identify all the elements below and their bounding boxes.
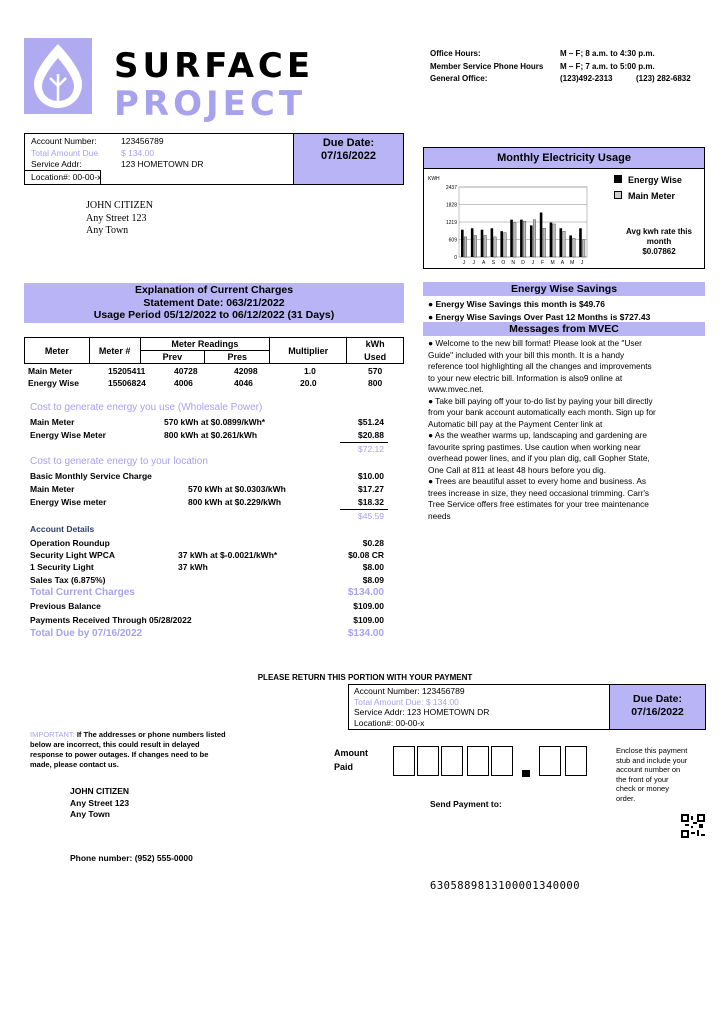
office-info <box>430 48 710 86</box>
meter-row-1-name: Main Meter <box>28 366 73 376</box>
stub-customer-address <box>70 786 129 821</box>
chart-bar-main-meter <box>533 220 536 257</box>
stub-account-number: Account Number: 123456789 <box>354 686 465 696</box>
meter-row-1-pres: 42098 <box>234 366 258 376</box>
stub-due-date-label: Due Date: <box>632 693 682 705</box>
location-row-1-amount: $10.00 <box>358 471 384 481</box>
leaf-drop-icon <box>24 38 92 114</box>
office-hours-value: M – F; 8 a.m. to 4:30 p.m. <box>560 49 655 58</box>
amount-cents-box[interactable] <box>539 746 561 776</box>
chart-xtick: N <box>511 260 515 266</box>
stub-due-date-value: 07/16/2022 <box>631 706 684 718</box>
legend-main-meter: Main Meter <box>628 191 676 201</box>
stub-customer-name: JOHN CITIZEN <box>70 786 130 796</box>
chart-bar-energy-wise <box>550 223 553 257</box>
message-line: favourite spring pastimes. Use caution when working near <box>428 441 641 452</box>
amount-digit-box[interactable] <box>467 746 489 776</box>
account-box <box>24 133 404 185</box>
message-line: to your new electric bill. Information is also9 online at <box>428 372 623 383</box>
details-row-3-detail: 37 kWh <box>178 562 208 572</box>
customer-name: JOHN CITIZEN <box>86 200 153 211</box>
chart-bar-main-meter <box>563 231 566 257</box>
total-due-by-value: $134.00 <box>347 628 384 639</box>
chart-xtick: F <box>541 260 545 266</box>
legend-swatch-main-meter <box>614 191 622 199</box>
amount-digit-box[interactable] <box>441 746 463 776</box>
chart-bar-main-meter <box>484 235 487 257</box>
col-pres: Pres <box>205 351 270 364</box>
meter-row-1-mult: 1.0 <box>304 366 316 376</box>
total-current-charges-label: Total Current Charges <box>30 587 135 598</box>
chart-bar-energy-wise <box>510 220 513 257</box>
enclose-line: account number on <box>616 765 681 774</box>
chart-bar-energy-wise <box>461 230 464 257</box>
legend-swatch-energy-wise <box>614 175 622 183</box>
chart-xtick: J <box>472 260 476 266</box>
due-date-label: Due Date: <box>322 137 375 149</box>
details-row-2-amount: $0.08 CR <box>348 550 384 560</box>
details-row-3-amount: $8.00 <box>362 562 384 572</box>
amount-label: Amount <box>334 748 368 758</box>
chart-bar-energy-wise <box>500 231 503 257</box>
amount-digit-box[interactable] <box>417 746 439 776</box>
chart-bar-main-meter <box>474 235 477 257</box>
decimal-point <box>522 770 530 777</box>
usage-chart-title: Monthly Electricity Usage <box>423 147 705 169</box>
chart-bar-energy-wise <box>481 230 484 257</box>
wholesale-row-2-amount: $20.88 <box>358 430 384 440</box>
message-line: ● As the weather warms up, landscaping and gardening are <box>428 430 648 440</box>
message-line: ● Trees are beautiful asset to every home and business. As <box>428 476 647 486</box>
chart-bar-main-meter <box>504 233 507 257</box>
customer-street: Any Street 123 <box>86 212 147 224</box>
meter-row-1-used: 570 <box>368 366 383 376</box>
enclose-line: stub and include your <box>616 755 688 765</box>
message-line: from your bank account automatically each month. Sign up for <box>428 407 656 417</box>
customer-town: Any Town <box>86 225 129 236</box>
amount-cents-box[interactable] <box>565 746 587 776</box>
details-row-2-detail: 37 kWh at $-0.0021/kWh* <box>178 550 278 560</box>
details-row-4-label: Sales Tax (6.875%) <box>30 575 106 585</box>
chart-xtick: M <box>550 260 555 266</box>
enclose-instructions <box>616 746 687 803</box>
payments-received-label: Payments Received Through 05/28/2022 <box>30 615 192 625</box>
enclose-line: order. <box>616 793 636 803</box>
message-line: ● Welcome to the new bill format! Please look at the "User <box>428 338 642 348</box>
chart-ytick: 2437 <box>445 185 457 191</box>
message-line: One Call at 811 at least 48 hours before you dig. <box>428 464 606 475</box>
meter-row-2-num: 15506824 <box>108 378 146 388</box>
chart-bar-main-meter <box>543 228 546 257</box>
details-row-1-amount: $0.28 <box>362 538 384 548</box>
wholesale-row-2-label: Energy Wise Meter <box>30 430 106 440</box>
col-kwh: kWh <box>347 338 404 351</box>
chart-xtick: J <box>580 260 584 266</box>
chart-bar-main-meter <box>513 223 516 257</box>
col-readings: Meter Readings <box>140 338 270 351</box>
amount-digit-box[interactable] <box>491 746 513 776</box>
due-date-panel <box>293 134 403 184</box>
wholesale-title: Cost to generate energy you use (Wholesale Power) <box>30 402 263 413</box>
wholesale-row-1-label: Main Meter <box>30 417 75 427</box>
total-due-by-label: Total Due by 07/16/2022 <box>30 628 143 639</box>
important-line-1: If The addresses or phone numbers listed <box>76 730 226 739</box>
phone-number: Phone number: (952) 555-0000 <box>70 853 193 863</box>
chart-bar-energy-wise <box>579 228 582 257</box>
chart-ytick: 609 <box>448 237 457 244</box>
important-label: IMPORTANT: <box>30 730 75 739</box>
message-line: needs <box>428 510 451 521</box>
chart-bar-main-meter <box>573 238 576 257</box>
amount-paid-boxes[interactable] <box>393 746 593 778</box>
scan-line-barcode: 6305889813100001340000 <box>430 880 581 892</box>
meter-row-1-num: 15205411 <box>108 366 146 376</box>
statement-date: Statement Date: 063/21/2022 <box>143 296 285 309</box>
amount-digit-box[interactable] <box>393 746 415 776</box>
account-number-value: 123456789 <box>121 136 164 146</box>
chart-xtick: A <box>560 260 565 266</box>
phone-hours-value: M – F; 7 a.m. to 5:00 p.m. <box>560 61 655 71</box>
location-subtotal: $45.59 <box>358 511 384 521</box>
total-current-charges-value: $134.00 <box>347 587 384 598</box>
meter-row-2-mult: 20.0 <box>300 378 317 388</box>
col-multiplier: Multiplier <box>270 338 347 364</box>
avg-kwh-value: $0.07862 <box>642 247 676 256</box>
messages-title: Messages from MVEC <box>423 322 705 336</box>
legend <box>614 172 682 204</box>
enclose-line: check or money <box>616 784 669 793</box>
chart-ylabel: KWH <box>428 176 440 182</box>
chart-ytick: 1219 <box>445 220 457 226</box>
meter-row-2-prev: 4006 <box>174 378 193 388</box>
charges-header <box>24 283 404 323</box>
usage-period: Usage Period 05/12/2022 to 06/12/2022 (31 Days) <box>93 309 335 321</box>
chart-xtick: J <box>462 260 466 266</box>
chart-bar-main-meter <box>553 224 556 257</box>
service-addr-label: Service Addr: <box>31 159 82 169</box>
general-office-phone-2: (123) 282-6832 <box>636 74 691 83</box>
logo <box>24 38 92 114</box>
total-due-label: Total Amount Due <box>31 147 99 158</box>
send-payment-to: Send Payment to: <box>430 799 502 809</box>
important-line-2: below are incorrect, this could result in delayed <box>30 740 200 749</box>
location-row-2-amount: $17.27 <box>358 484 384 494</box>
return-portion-text: PLEASE RETURN THIS PORTION WITH YOUR PAYMENT <box>257 673 473 682</box>
meter-rows <box>24 364 404 390</box>
previous-balance-label: Previous Balance <box>30 601 101 611</box>
usage-bar-chart <box>424 169 594 269</box>
previous-balance-value: $109.00 <box>353 601 384 611</box>
customer-address <box>86 200 153 238</box>
enclose-line: the front of your <box>616 774 669 784</box>
messages-body <box>428 338 708 522</box>
location-row-3-label: Energy Wise meter <box>30 497 107 507</box>
meter-row-1-prev: 40728 <box>174 366 198 376</box>
chart-ytick: 0 <box>454 255 457 261</box>
service-addr-value: 123 HOMETOWN DR <box>121 159 204 169</box>
phone-hours-label: Member Service Phone Hours <box>430 61 544 71</box>
message-line: Automatic bill pay at the Payment Center link at <box>428 418 603 429</box>
col-meter: Meter <box>25 338 90 364</box>
chart-bar-energy-wise <box>520 220 523 257</box>
message-line: trees increase in size, they need occasional trimming. Carr's <box>428 487 650 498</box>
important-note <box>30 730 270 770</box>
col-meter-num: Meter # <box>89 338 140 364</box>
office-hours-label: Office Hours: <box>430 49 481 58</box>
account-details-title: Account Details <box>30 524 95 534</box>
important-line-4: made, please contact us. <box>30 760 119 769</box>
col-prev: Prev <box>140 351 205 364</box>
details-row-4-amount: $8.09 <box>362 575 384 585</box>
message-line: www.mvec.net. <box>428 384 484 394</box>
stub-total-due: Total Amount Due: $ 134.00 <box>354 696 459 707</box>
chart-xtick: S <box>491 260 496 266</box>
chart-bar-energy-wise <box>569 235 572 257</box>
details-row-1-label: Operation Roundup <box>30 538 110 548</box>
chart-bar-main-meter <box>464 237 467 257</box>
payments-received-value: $109.00 <box>353 615 384 625</box>
chart-ytick: 1828 <box>445 202 457 209</box>
important-line-3: response to power outages. If changes need to be <box>30 750 209 759</box>
chart-bar-energy-wise <box>530 225 533 257</box>
chart-bar-main-meter <box>582 240 585 257</box>
avg-kwh-label: Avg kwh rate this month <box>626 227 692 246</box>
chart-xtick: A <box>481 260 486 266</box>
message-line: Tree Service offers free estimates for your tree maintenance <box>428 499 649 509</box>
stub-account-box <box>348 684 706 730</box>
location-row-2-label: Main Meter <box>30 484 75 494</box>
chart-bar-energy-wise <box>471 228 474 257</box>
message-line: ● Take bill paying off your to-do list by paying your bill directly <box>428 395 653 406</box>
stub-due-date-panel <box>609 685 705 729</box>
details-row-2-label: Security Light WPCA <box>30 550 116 560</box>
location-number: Location#: 00-00-x <box>31 172 102 182</box>
total-due-value: $ 134.00 <box>121 147 155 158</box>
charges-title: Explanation of Current Charges <box>134 284 294 296</box>
meter-row-2-pres: 4046 <box>234 378 253 388</box>
stub-service-addr: Service Addr: 123 HOMETOWN DR <box>354 707 490 717</box>
stub-customer-street: Any Street 123 <box>70 797 130 808</box>
enclose-line: Enclose this payment <box>616 746 688 755</box>
meter-table <box>24 337 404 390</box>
general-office-phone-1: (123)492-2313 <box>560 74 613 83</box>
amount-paid-label <box>334 746 368 774</box>
paid-label: Paid <box>334 762 354 772</box>
stub-customer-town: Any Town <box>70 809 110 819</box>
general-office-label: General Office: <box>430 74 488 83</box>
chart-bar-main-meter <box>523 221 526 257</box>
legend-energy-wise: Energy Wise <box>628 175 682 185</box>
wholesale-row-1-amount: $51.24 <box>358 417 384 427</box>
logo-word-2: PROJECT <box>114 84 307 124</box>
stub-location: Location#: 00-00-x <box>354 717 425 728</box>
chart-xtick: D <box>521 260 525 266</box>
meter-row-2-used: 800 <box>368 378 383 388</box>
savings-lines <box>428 298 650 323</box>
savings-month: ● Energy Wise Savings this month is $49.76 <box>428 299 606 309</box>
chart-xtick: O <box>501 260 506 266</box>
qr-code-icon <box>681 814 705 838</box>
message-line: Guide" included with your bill this month. It is a handy <box>428 349 625 360</box>
avg-kwh-rate <box>620 227 698 257</box>
location-row-3-detail: 800 kWh at $0.229/kWh <box>188 497 282 507</box>
chart-bar-main-meter <box>494 237 497 257</box>
logo-word-1: SURFACE <box>114 46 315 86</box>
chart-bar-energy-wise <box>491 228 494 257</box>
meter-row-2-name: Energy Wise <box>28 378 79 388</box>
wholesale-subtotal: $72.12 <box>358 444 384 454</box>
chart-bar-energy-wise <box>540 212 543 257</box>
col-used: Used <box>347 351 404 364</box>
message-line: reference tool highlighting all the changes and improvements <box>428 361 652 371</box>
details-row-3-label: 1 Security Light <box>30 562 94 572</box>
chart-xtick: M <box>570 260 575 266</box>
location-row-1-label: Basic Monthly Service Charge <box>30 471 152 481</box>
chart-xtick: J <box>531 260 535 266</box>
account-number-label: Account Number: <box>31 136 97 146</box>
chart-bar-energy-wise <box>559 228 562 257</box>
location-cost-title: Cost to generate energy to your location <box>30 456 208 467</box>
location-row-2-detail: 570 kWh at $0.0303/kWh <box>188 484 286 494</box>
due-date-value: 07/16/2022 <box>320 150 377 162</box>
usage-chart-box <box>423 169 705 269</box>
wholesale-row-2-detail: 800 kWh at $0.261/kWh <box>164 430 258 440</box>
message-line: overhead power lines, and if you plan dig, call Gopher State, <box>428 453 650 463</box>
savings-title: Energy Wise Savings <box>423 282 705 296</box>
savings-12-months: ● Energy Wise Savings Over Past 12 Months is $727.43 <box>428 311 651 322</box>
wholesale-row-1-detail: 570 kWh at $0.0899/kWh* <box>164 417 266 427</box>
location-row-3-amount: $18.32 <box>358 497 384 507</box>
